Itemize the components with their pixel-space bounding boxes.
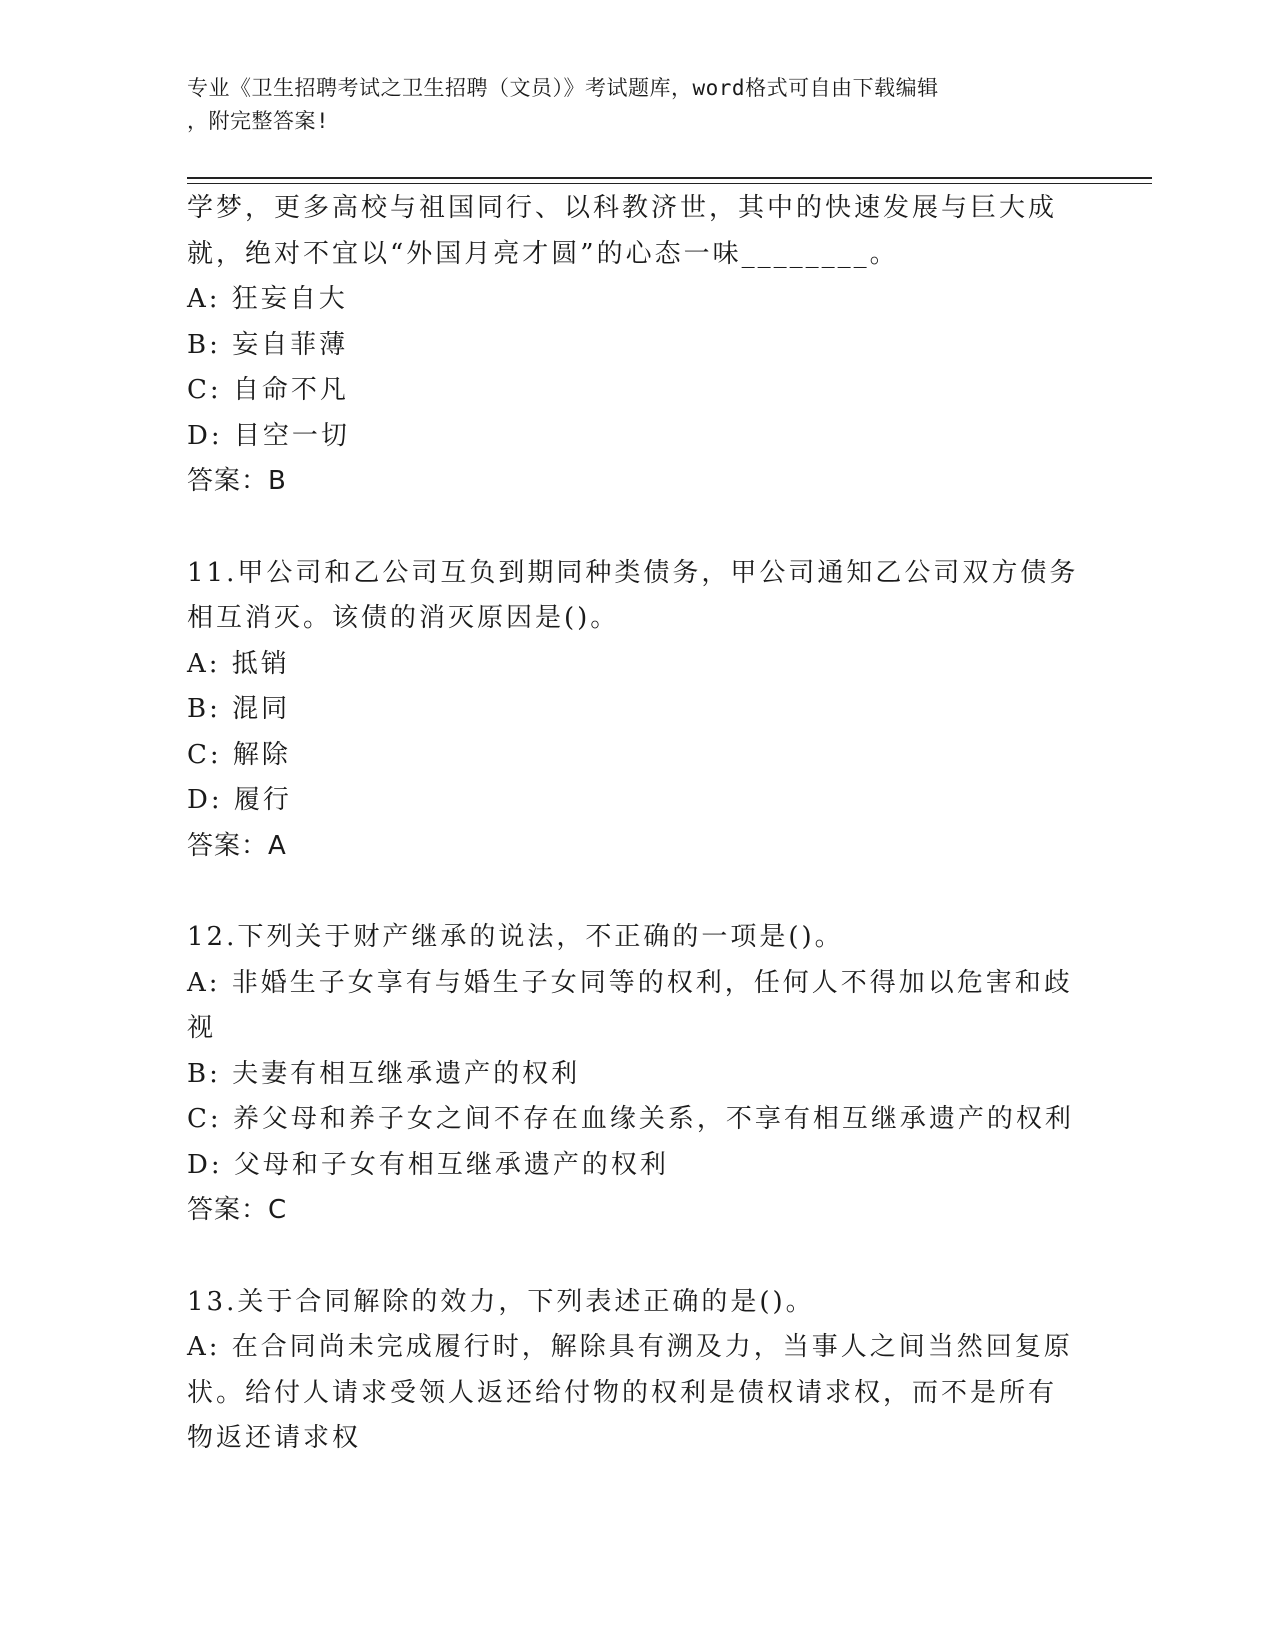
header-line-1: 专业《卫生招聘考试之卫生招聘（文员）》考试题库，word格式可自由下载编辑 — [187, 76, 939, 100]
question-stem: 就，绝对不宜以“外国月亮才圆”的心态一味________。 — [187, 238, 899, 269]
header-divider-thin — [187, 183, 1152, 184]
spacer — [187, 505, 1087, 551]
option-a-continued: 状。给付人请求受领人返还给付物的权利是债权请求权，而不是所有 — [187, 1377, 1058, 1408]
option-b: B: 混同 — [187, 694, 291, 724]
question-stem: 13.关于合同解除的效力，下列表述正确的是()。 — [187, 1286, 815, 1317]
question-list — [187, 186, 1087, 1462]
option-c: C: 养父母和养子女之间不存在血缘关系，不享有相互继承遗产的权利 — [187, 1104, 1074, 1134]
option-c: C: 解除 — [187, 739, 291, 770]
question-12 — [187, 915, 1087, 1234]
option-a: A: 抵销 — [187, 648, 290, 679]
option-b: B: 妄自菲薄 — [187, 329, 349, 360]
answer: 答案：B — [187, 466, 287, 496]
question-stem: 11.甲公司和乙公司互负到期同种类债务，甲公司通知乙公司双方债务 — [187, 557, 1079, 588]
option-d: D: 父母和子女有相互继承遗产的权利 — [187, 1149, 669, 1180]
question-13 — [187, 1280, 1087, 1462]
header-divider-thick — [187, 177, 1152, 179]
header-line-2: ，附完整答案! — [187, 109, 330, 133]
option-c: C: 自命不凡 — [187, 375, 349, 405]
option-a-continued: 视 — [187, 1013, 217, 1043]
spacer — [187, 869, 1087, 915]
option-b: B: 夫妻有相互继承遗产的权利 — [187, 1058, 581, 1089]
question-stem: 12.下列关于财产继承的说法，不正确的一项是()。 — [187, 922, 844, 952]
document-header — [187, 72, 1087, 138]
question-10 — [187, 186, 1087, 505]
answer: 答案：A — [187, 830, 287, 861]
question-stem: 学梦，更多高校与祖国同行、以科教济世，其中的快速发展与巨大成 — [187, 193, 1058, 223]
question-stem: 相互消灭。该债的消灭原因是()。 — [187, 603, 620, 633]
option-a: A: 非婚生子女享有与婚生子女同等的权利，任何人不得加以危害和歧 — [187, 967, 1073, 998]
spacer — [187, 1234, 1087, 1280]
answer: 答案：C — [187, 1195, 288, 1225]
option-a: A: 在合同尚未完成履行时，解除具有溯及力，当事人之间当然回复原 — [187, 1332, 1073, 1362]
option-a: A: 狂妄自大 — [187, 284, 348, 314]
question-11 — [187, 551, 1087, 870]
option-a-continued: 物返还请求权 — [187, 1423, 362, 1453]
option-d: D: 履行 — [187, 785, 292, 815]
option-d: D: 目空一切 — [187, 420, 350, 451]
